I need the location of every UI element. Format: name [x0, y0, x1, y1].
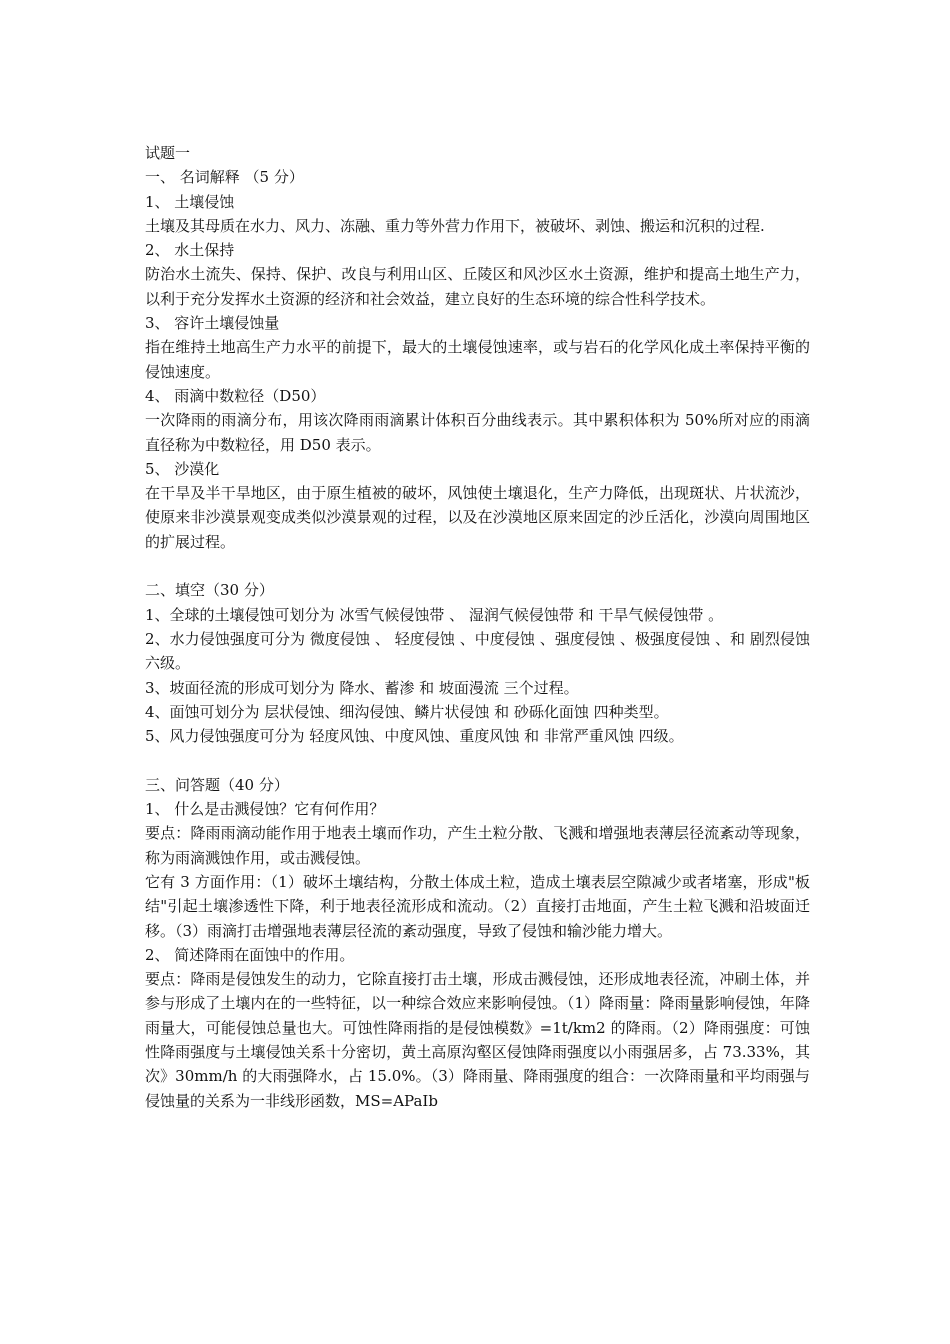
spacer	[145, 554, 810, 578]
spacer	[145, 748, 810, 772]
question-2-answer: 要点：降雨是侵蚀发生的动力，它除直接打击土壤，形成击溅侵蚀，还形成地表径流，冲刷土体，并参与形成了土壤内在的一些特征，以一种综合效应来影响侵蚀。（1）降雨量：降雨量影响侵蚀，年降雨量大，可能侵蚀总量也大。可蚀性降雨指的是侵蚀模数》=1t/km2 的降雨。（2）降雨强度：可蚀性降雨强度与土壤侵蚀关系十分密切，黄土高原沟壑区侵蚀降雨强度以小雨强居多，占 73.33%，其次》30mm/h 的大雨强降水，占 15.0%。（3）降雨量、降雨强度的组合：一次降雨量和平均雨强与侵蚀量的关系为一非线形函数，MS=APaIb	[145, 970, 810, 1110]
section-1-heading: 一、 名词解释 （5 分）	[145, 168, 304, 187]
section-2-heading: 二、填空（30 分）	[145, 581, 274, 600]
term-5-definition: 在干旱及半干旱地区，由于原生植被的破坏，风蚀使土壤退化，生产力降低，出现斑状、片状流沙，使原来非沙漠景观变成类似沙漠景观的过程，以及在沙漠地区原来固定的沙丘活化，沙漠向周围地区的扩展过程。	[145, 484, 810, 551]
question-1: 1、 什么是击溅侵蚀？它有何作用？	[145, 800, 385, 819]
term-2-definition: 防治水土流失、保持、保护、改良与利用山区、丘陵区和风沙区水土资源，维护和提高土地生产力，以利于充分发挥水土资源的经济和社会效益，建立良好的生态环境的综合性科学技术。	[145, 265, 810, 308]
question-1-answer-1: 要点：降雨雨滴动能作用于地表土壤而作功，产生土粒分散、飞溅和增强地表薄层径流紊动等现象，称为雨滴溅蚀作用，或击溅侵蚀。	[145, 824, 810, 867]
doc-title: 试题一	[145, 144, 191, 162]
section-3-heading: 三、问答题（40 分）	[145, 775, 289, 794]
document-page	[145, 141, 810, 1113]
term-4: 4、 雨滴中数粒径（D50）	[145, 386, 326, 405]
question-2: 2、 简述降雨在面蚀中的作用。	[145, 945, 355, 964]
term-4-definition: 一次降雨的雨滴分布，用该次降雨雨滴累计体积百分曲线表示。其中累积体积为 50%所对应的雨滴直径称为中数粒径，用 D50 表示。	[145, 411, 810, 454]
fill-blank-3: 3、坡面径流的形成可划分为 降水、蓄渗 和 坡面漫流 三个过程。	[145, 678, 579, 697]
term-2: 2、 水土保持	[145, 241, 235, 260]
fill-blank-1: 1、全球的土壤侵蚀可划分为 冰雪气候侵蚀带 、 湿润气候侵蚀带 和 干旱气候侵蚀带 。	[145, 605, 724, 624]
term-3: 3、 容许土壤侵蚀量	[145, 314, 280, 333]
fill-blank-2: 2、水力侵蚀强度可分为 微度侵蚀 、 轻度侵蚀 、中度侵蚀 、强度侵蚀 、极强度侵蚀 、和 剧烈侵蚀 六级。	[145, 629, 810, 673]
term-5: 5、 沙漠化	[145, 459, 220, 478]
term-3-definition: 指在维持土地高生产力水平的前提下，最大的土壤侵蚀速率，或与岩石的化学风化成土率保持平衡的侵蚀速度。	[145, 338, 810, 381]
term-1: 1、 土壤侵蚀	[145, 192, 235, 211]
fill-blank-4: 4、面蚀可划分为 层状侵蚀、细沟侵蚀、鳞片状侵蚀 和 砂砾化面蚀 四种类型。	[145, 702, 669, 721]
term-1-definition: 土壤及其母质在水力、风力、冻融、重力等外营力作用下，被破坏、剥蚀、搬运和沉积的过程.	[145, 216, 765, 235]
fill-blank-5: 5、风力侵蚀强度可分为 轻度风蚀、中度风蚀、重度风蚀 和 非常严重风蚀 四级。	[145, 727, 684, 746]
question-1-answer-2: 它有 3 方面作用：（1）破坏土壤结构，分散土体成土粒，造成土壤表层空隙减少或者堵塞，形成"板结"引起土壤渗透性下降，利于地表径流形成和流动。（2）直接打击地面，产生土粒飞溅和沿坡面迁移。（3）雨滴打击增强地表薄层径流的紊动强度，导致了侵蚀和输沙能力增大。	[145, 872, 810, 940]
